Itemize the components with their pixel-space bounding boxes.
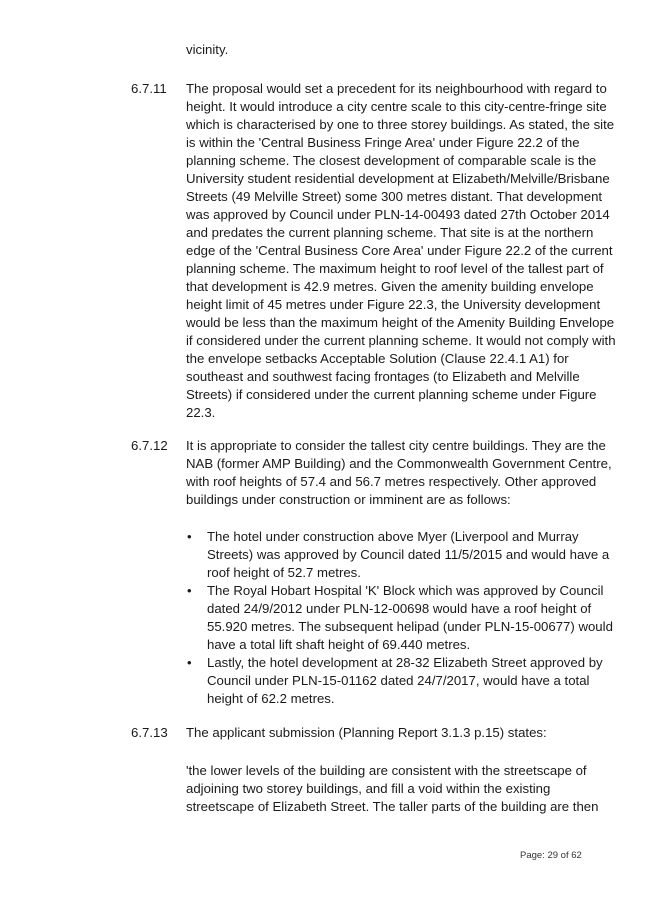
bullet-line: height of 62.2 metres. bbox=[207, 691, 335, 706]
paragraph-line: edge of the 'Central Business Core Area' under Figure 22.2 of the current bbox=[186, 243, 613, 258]
paragraph-line: is within the 'Central Business Fringe Area' under Figure 22.2 of the bbox=[186, 135, 580, 150]
bullet-icon: • bbox=[187, 583, 192, 598]
quote-line: streetscape of Elizabeth Street. The taller parts of the building are then bbox=[186, 799, 599, 814]
paragraph-line: 22.3. bbox=[186, 405, 216, 420]
paragraph-line: that development is 42.9 metres. Given the amenity building envelope bbox=[186, 279, 594, 294]
bullet-line: 55.920 metres. The subsequent helipad (under PLN-15-00677) would bbox=[207, 619, 613, 634]
bullet-line: The Royal Hobart Hospital 'K' Block which was approved by Council bbox=[207, 583, 604, 598]
paragraph-line: if considered under the current planning scheme. It would not comply with bbox=[186, 333, 616, 348]
page-number: Page: 29 of 62 bbox=[520, 850, 582, 861]
paragraph-line: was approved by Council under PLN-14-00493 dated 27th October 2014 bbox=[186, 207, 610, 222]
bullet-icon: • bbox=[187, 655, 192, 670]
paragraph-line: University student residential development at Elizabeth/Melville/Brisbane bbox=[186, 171, 610, 186]
paragraph-line: and predates the current planning scheme. That site is at the northern bbox=[186, 225, 594, 240]
paragraph-number-6-7-11: 6.7.11 bbox=[131, 81, 167, 96]
bullet-line: Lastly, the hotel development at 28-32 Elizabeth Street approved by bbox=[207, 655, 603, 670]
bullet-line: Council under PLN-15-01162 dated 24/7/2017, would have a total bbox=[207, 673, 590, 688]
paragraph-number-6-7-12: 6.7.12 bbox=[131, 438, 168, 453]
bullet-line: The hotel under construction above Myer (Liverpool and Murray bbox=[207, 529, 579, 544]
paragraph-line: NAB (former AMP Building) and the Commonwealth Government Centre, bbox=[186, 456, 612, 471]
paragraph-number-6-7-13: 6.7.13 bbox=[131, 725, 168, 740]
paragraph-line: It is appropriate to consider the tallest city centre buildings. They are the bbox=[186, 438, 606, 453]
bullet-line: roof height of 52.7 metres. bbox=[207, 565, 361, 580]
paragraph-line: southeast and southwest facing frontages (to Elizabeth and Melville bbox=[186, 369, 580, 384]
paragraph-line: Streets (49 Melville Street) some 300 metres distant. That development bbox=[186, 189, 603, 204]
paragraph-line: buildings under construction or imminent are as follows: bbox=[186, 492, 511, 507]
paragraph-line: planning scheme. The maximum height to roof level of the tallest part of bbox=[186, 261, 604, 276]
paragraph-line: the envelope setbacks Acceptable Solution (Clause 22.4.1 A1) for bbox=[186, 351, 569, 366]
paragraph-line: planning scheme. The closest development of comparable scale is the bbox=[186, 153, 597, 168]
bullet-line: dated 24/9/2012 under PLN-12-00698 would have a roof height of bbox=[207, 601, 592, 616]
paragraph-line: The applicant submission (Planning Report 3.1.3 p.15) states: bbox=[186, 725, 547, 740]
paragraph-line: with roof heights of 57.4 and 56.7 metres respectively. Other approved bbox=[186, 474, 597, 489]
paragraph-line: The proposal would set a precedent for its neighbourhood with regard to bbox=[186, 81, 607, 96]
quote-line: 'the lower levels of the building are consistent with the streetscape of bbox=[186, 763, 587, 778]
quote-line: adjoining two storey buildings, and fill a void within the existing bbox=[186, 781, 551, 796]
bullet-line: Streets) was approved by Council dated 11/5/2015 and would have a bbox=[207, 547, 610, 562]
continuation-line: vicinity. bbox=[186, 42, 229, 57]
paragraph-line: Streets) if considered under the current planning scheme under Figure bbox=[186, 387, 597, 402]
paragraph-line: height limit of 45 metres under Figure 22.3, the University development bbox=[186, 297, 601, 312]
paragraph-line: would be less than the maximum height of the Amenity Building Envelope bbox=[186, 315, 615, 330]
bullet-icon: • bbox=[187, 529, 192, 544]
bullet-line: have a total lift shaft height of 69.440 metres. bbox=[207, 637, 471, 652]
paragraph-line: which is characterised by one to three storey buildings. As stated, the site bbox=[186, 117, 615, 132]
paragraph-line: height. It would introduce a city centre scale to this city-centre-fringe site bbox=[186, 99, 607, 114]
